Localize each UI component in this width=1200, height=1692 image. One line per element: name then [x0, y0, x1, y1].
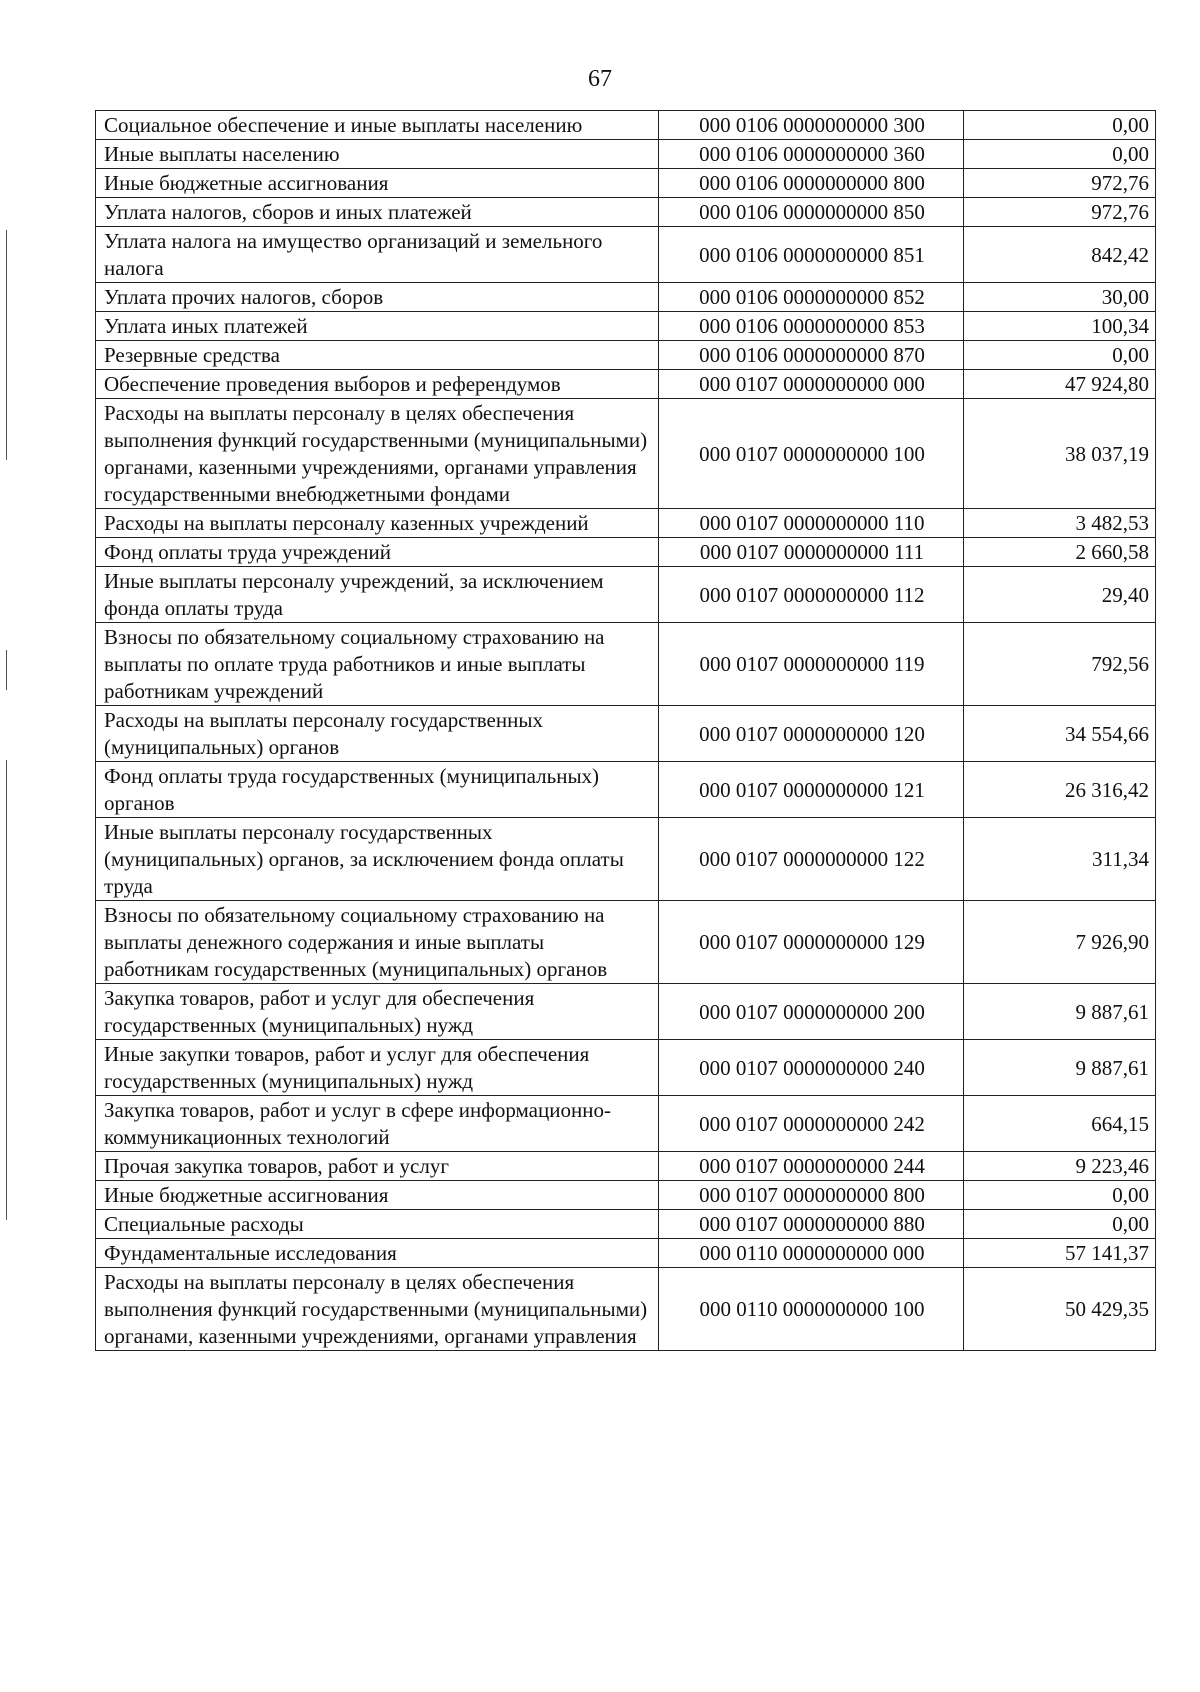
- row-amount: 972,76: [964, 198, 1156, 227]
- row-name: Иные выплаты персоналу учреждений, за исключением фонда оплаты труда: [96, 567, 659, 623]
- row-amount: 47 924,80: [964, 370, 1156, 399]
- row-amount: 0,00: [964, 111, 1156, 140]
- row-name: Расходы на выплаты персоналу в целях обеспечения выполнения функций государственными (муниципальными) органами, казенными учреждениями, органами управления государственными внебюджетными фондами: [96, 399, 659, 509]
- row-name: Прочая закупка товаров, работ и услуг: [96, 1152, 659, 1181]
- row-amount: 9 887,61: [964, 1040, 1156, 1096]
- row-code: 000 0107 0000000000 129: [659, 901, 964, 984]
- row-name: Обеспечение проведения выборов и референдумов: [96, 370, 659, 399]
- table-row: [96, 1239, 1156, 1268]
- table-row: [96, 341, 1156, 370]
- row-amount: 792,56: [964, 623, 1156, 706]
- row-code: 000 0107 0000000000 242: [659, 1096, 964, 1152]
- table-row: [96, 567, 1156, 623]
- table-row: [96, 762, 1156, 818]
- row-amount: 34 554,66: [964, 706, 1156, 762]
- row-name: Уплата налогов, сборов и иных платежей: [96, 198, 659, 227]
- scan-edge-mark: [6, 760, 7, 1220]
- table-row: [96, 1268, 1156, 1351]
- table-row: [96, 984, 1156, 1040]
- row-name: Взносы по обязательному социальному страхованию на выплаты денежного содержания и иные выплаты работникам государственных (муниципальных) органов: [96, 901, 659, 984]
- table-row: [96, 538, 1156, 567]
- row-amount: 26 316,42: [964, 762, 1156, 818]
- row-amount: 0,00: [964, 341, 1156, 370]
- row-code: 000 0106 0000000000 850: [659, 198, 964, 227]
- row-amount: 30,00: [964, 283, 1156, 312]
- table-row: [96, 169, 1156, 198]
- row-name: Уплата иных платежей: [96, 312, 659, 341]
- row-amount: 311,34: [964, 818, 1156, 901]
- table-row: [96, 140, 1156, 169]
- budget-table: [95, 110, 1156, 1351]
- table-row: [96, 1181, 1156, 1210]
- table-row: [96, 283, 1156, 312]
- table-row: [96, 1096, 1156, 1152]
- row-code: 000 0107 0000000000 800: [659, 1181, 964, 1210]
- row-amount: 57 141,37: [964, 1239, 1156, 1268]
- row-code: 000 0107 0000000000 100: [659, 399, 964, 509]
- row-amount: 972,76: [964, 169, 1156, 198]
- row-name: Закупка товаров, работ и услуг для обеспечения государственных (муниципальных) нужд: [96, 984, 659, 1040]
- table-row: [96, 198, 1156, 227]
- row-name: Иные бюджетные ассигнования: [96, 169, 659, 198]
- table-row: [96, 399, 1156, 509]
- row-amount: 29,40: [964, 567, 1156, 623]
- row-amount: 50 429,35: [964, 1268, 1156, 1351]
- row-code: 000 0106 0000000000 851: [659, 227, 964, 283]
- row-code: 000 0107 0000000000 000: [659, 370, 964, 399]
- row-amount: 100,34: [964, 312, 1156, 341]
- row-code: 000 0107 0000000000 240: [659, 1040, 964, 1096]
- row-amount: 0,00: [964, 1210, 1156, 1239]
- table-row: [96, 706, 1156, 762]
- row-amount: 2 660,58: [964, 538, 1156, 567]
- scan-edge-mark: [6, 650, 7, 690]
- row-name: Иные выплаты населению: [96, 140, 659, 169]
- row-amount: 0,00: [964, 140, 1156, 169]
- row-amount: 38 037,19: [964, 399, 1156, 509]
- row-amount: 9 223,46: [964, 1152, 1156, 1181]
- table-row: [96, 111, 1156, 140]
- row-code: 000 0107 0000000000 122: [659, 818, 964, 901]
- row-code: 000 0106 0000000000 300: [659, 111, 964, 140]
- row-name: Взносы по обязательному социальному страхованию на выплаты по оплате труда работников и иные выплаты работникам учреждений: [96, 623, 659, 706]
- row-name: Иные бюджетные ассигнования: [96, 1181, 659, 1210]
- row-code: 000 0107 0000000000 120: [659, 706, 964, 762]
- table-row: [96, 623, 1156, 706]
- row-code: 000 0107 0000000000 119: [659, 623, 964, 706]
- row-name: Расходы на выплаты персоналу в целях обеспечения выполнения функций государственными (муниципальными) органами, казенными учреждениями, органами управления: [96, 1268, 659, 1351]
- row-name: Закупка товаров, работ и услуг в сфере информационно-коммуникационных технологий: [96, 1096, 659, 1152]
- row-code: 000 0107 0000000000 110: [659, 509, 964, 538]
- page-number: 67: [588, 66, 612, 92]
- row-name: Расходы на выплаты персоналу казенных учреждений: [96, 509, 659, 538]
- row-amount: 664,15: [964, 1096, 1156, 1152]
- row-amount: 842,42: [964, 227, 1156, 283]
- row-name: Иные выплаты персоналу государственных (муниципальных) органов, за исключением фонда оплаты труда: [96, 818, 659, 901]
- row-name: Специальные расходы: [96, 1210, 659, 1239]
- row-name: Уплата налога на имущество организаций и земельного налога: [96, 227, 659, 283]
- table-row: [96, 312, 1156, 341]
- row-code: 000 0106 0000000000 852: [659, 283, 964, 312]
- row-code: 000 0110 0000000000 100: [659, 1268, 964, 1351]
- row-amount: 9 887,61: [964, 984, 1156, 1040]
- row-code: 000 0107 0000000000 121: [659, 762, 964, 818]
- row-name: Расходы на выплаты персоналу государственных (муниципальных) органов: [96, 706, 659, 762]
- row-amount: 7 926,90: [964, 901, 1156, 984]
- row-name: Социальное обеспечение и иные выплаты населению: [96, 111, 659, 140]
- row-code: 000 0110 0000000000 000: [659, 1239, 964, 1268]
- row-code: 000 0107 0000000000 200: [659, 984, 964, 1040]
- row-name: Резервные средства: [96, 341, 659, 370]
- row-code: 000 0107 0000000000 880: [659, 1210, 964, 1239]
- row-name: Фундаментальные исследования: [96, 1239, 659, 1268]
- row-name: Уплата прочих налогов, сборов: [96, 283, 659, 312]
- table-row: [96, 1210, 1156, 1239]
- table-row: [96, 901, 1156, 984]
- row-name: Иные закупки товаров, работ и услуг для обеспечения государственных (муниципальных) нужд: [96, 1040, 659, 1096]
- row-code: 000 0107 0000000000 244: [659, 1152, 964, 1181]
- row-name: Фонд оплаты труда государственных (муниципальных) органов: [96, 762, 659, 818]
- row-code: 000 0106 0000000000 800: [659, 169, 964, 198]
- table-row: [96, 509, 1156, 538]
- row-code: 000 0106 0000000000 853: [659, 312, 964, 341]
- table-row: [96, 1040, 1156, 1096]
- row-name: Фонд оплаты труда учреждений: [96, 538, 659, 567]
- table-row: [96, 1152, 1156, 1181]
- table-row: [96, 818, 1156, 901]
- row-amount: 3 482,53: [964, 509, 1156, 538]
- row-code: 000 0107 0000000000 112: [659, 567, 964, 623]
- table-row: [96, 227, 1156, 283]
- row-code: 000 0106 0000000000 360: [659, 140, 964, 169]
- table-row: [96, 370, 1156, 399]
- row-code: 000 0107 0000000000 111: [659, 538, 964, 567]
- row-code: 000 0106 0000000000 870: [659, 341, 964, 370]
- row-amount: 0,00: [964, 1181, 1156, 1210]
- scan-edge-mark: [6, 230, 7, 460]
